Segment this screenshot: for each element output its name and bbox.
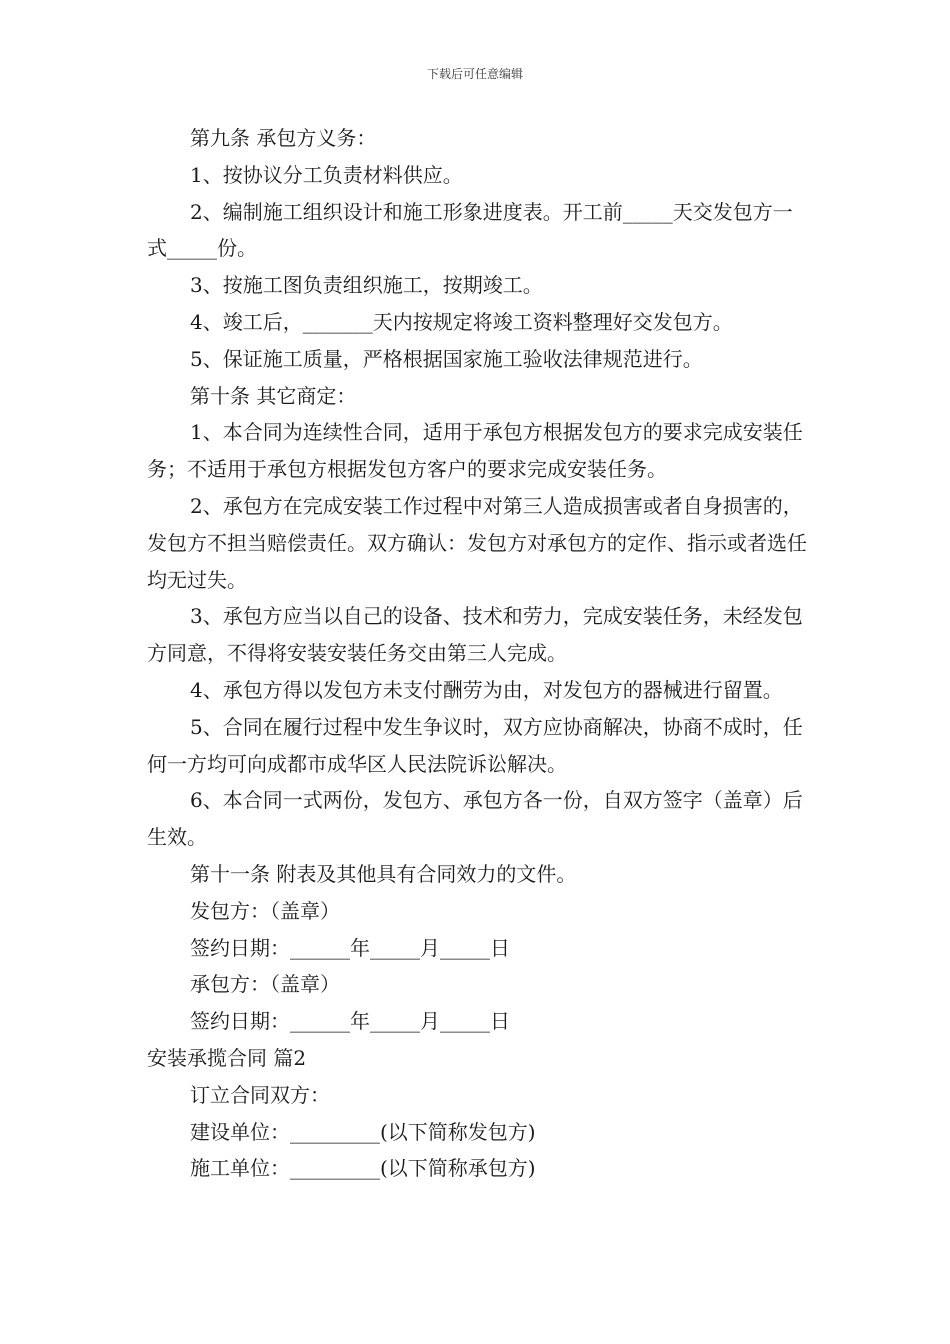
- article-10-item-5: 5、合同在履行过程中发生争议时，双方应协商解决，协商不成时，任何一方均可向成都市成华区人民法院诉讼解决。: [147, 714, 803, 776]
- article-9-item-3: 3、按施工图负责组织施工，按期竣工。: [190, 273, 543, 298]
- article-10-item-1: 1、本合同为连续性合同，适用于承包方根据发包方的要求完成安装任务；不适用于承包方根据发包方客户的要求完成安装任务。: [147, 420, 803, 482]
- party-a-date-line: 签约日期：______年_____月_____日: [190, 935, 510, 960]
- article-9-item-4: 4、竣工后，_______天内按规定将竣工资料整理好交发包方。: [190, 309, 733, 334]
- construction-unit-line: 建设单位：_________(以下简称发包方): [190, 1119, 536, 1144]
- article-9-heading: 第九条 承包方义务：: [190, 126, 377, 150]
- party-a-seal-line: 发包方：（盖章）: [190, 898, 340, 923]
- article-10-item-4: 4、承包方得以发包方未支付酬劳为由，对发包方的器械进行留置。: [190, 677, 783, 702]
- document-body: [147, 120, 807, 1187]
- article-10-heading: 第十条 其它商定：: [190, 383, 357, 408]
- article-10-item-2: 2、承包方在完成安装工作过程中对第三人造成损害或者自身损害的，发包方不担当赔偿责任。双方确认：发包方对承包方的定作、指示或者选任均无过失。: [147, 493, 807, 592]
- article-10-item-3: 3、承包方应当以自己的设备、技术和劳力，完成安装任务，未经发包方同意，不得将安装安装任务交由第三人完成。: [147, 604, 803, 666]
- page-header: 下载后可任意编辑: [426, 67, 523, 81]
- contractor-unit-line: 施工单位：_________(以下简称承包方): [190, 1156, 536, 1181]
- party-b-date-line: 签约日期：______年_____月_____日: [190, 1009, 510, 1034]
- article-10-item-6: 6、本合同一式两份，发包方、承包方各一份，自双方签字（盖章）后生效。: [147, 788, 803, 850]
- article-11-heading: 第十一条 附表及其他具有合同效力的文件。: [190, 861, 577, 886]
- party-b-seal-line: 承包方：（盖章）: [190, 972, 340, 997]
- article-9-item-5: 5、保证施工质量，严格根据国家施工验收法律规范进行。: [190, 346, 703, 371]
- contract-parties-heading: 订立合同双方：: [190, 1082, 330, 1107]
- article-9-item-2: 2、编制施工组织设计和施工形象进度表。开工前_____天交发包方一式_____份。: [147, 199, 793, 261]
- article-9-item-1: 1、按协议分工负责材料供应。: [190, 162, 463, 187]
- contract-2-title: 安装承揽合同 篇2: [147, 1045, 307, 1070]
